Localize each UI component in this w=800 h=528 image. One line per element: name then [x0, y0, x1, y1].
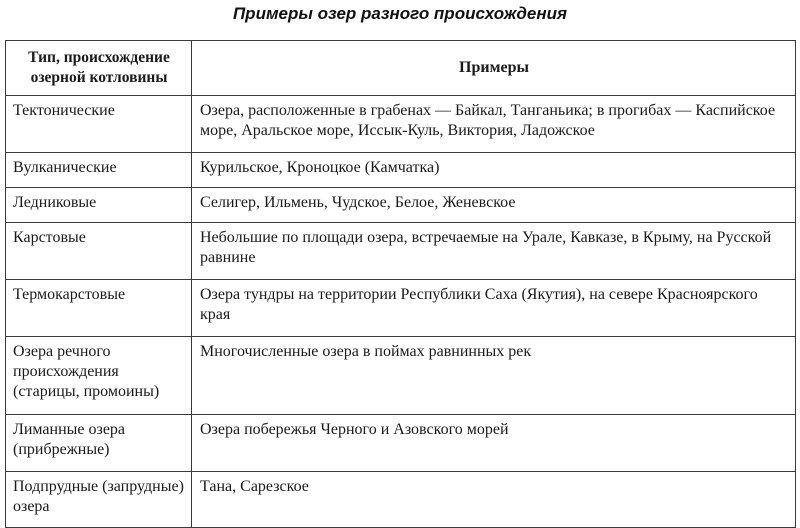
lake-examples-cell: Многочисленные озера в поймах равнинных рек — [192, 337, 796, 415]
table-row — [6, 188, 796, 223]
table-row — [6, 415, 796, 472]
table-row — [6, 280, 796, 337]
column-header-type: Тип, происхождение озерной котловины — [6, 41, 192, 96]
lake-type-cell: Вулканические — [6, 153, 192, 188]
lake-examples-cell: Селигер, Ильмень, Чудское, Белое, Женевское — [192, 188, 796, 223]
lake-examples-cell: Курильское, Кроноцкое (Камчатка) — [192, 153, 796, 188]
lake-types-table — [5, 40, 796, 528]
lake-examples-cell: Озера, расположенные в грабенах — Байкал, Танганьика; в прогибах — Каспийское море, Аральское море, Иссык-Куль, Виктория, Ладожское — [192, 96, 796, 153]
lake-type-cell: Термокарстовые — [6, 280, 192, 337]
lake-type-cell: Тектонические — [6, 96, 192, 153]
table-row — [6, 472, 796, 528]
table-row — [6, 153, 796, 188]
table-row — [6, 337, 796, 415]
lake-type-cell: Подпрудные (запрудные) озера — [6, 472, 192, 528]
table-row — [6, 96, 796, 153]
lake-type-cell: Лиманные озера (прибрежные) — [6, 415, 192, 472]
lake-type-cell: Ледниковые — [6, 188, 192, 223]
lake-examples-cell: Озера побережья Черного и Азовского морей — [192, 415, 796, 472]
lake-examples-cell: Небольшие по площади озера, встречаемые на Урале, Кавказе, в Крыму, на Русской равнине — [192, 223, 796, 280]
lake-examples-cell: Тана, Сарезское — [192, 472, 796, 528]
lake-type-cell: Карстовые — [6, 223, 192, 280]
table-row — [6, 223, 796, 280]
lake-type-cell: Озера речного происхождения (старицы, промоины) — [6, 337, 192, 415]
table-header-row — [6, 41, 796, 96]
lake-examples-cell: Озера тундры на территории Республики Саха (Якутия), на севере Красноярского края — [192, 280, 796, 337]
column-header-examples: Примеры — [192, 41, 796, 96]
page-title: Примеры озер разного происхождения — [232, 4, 568, 23]
